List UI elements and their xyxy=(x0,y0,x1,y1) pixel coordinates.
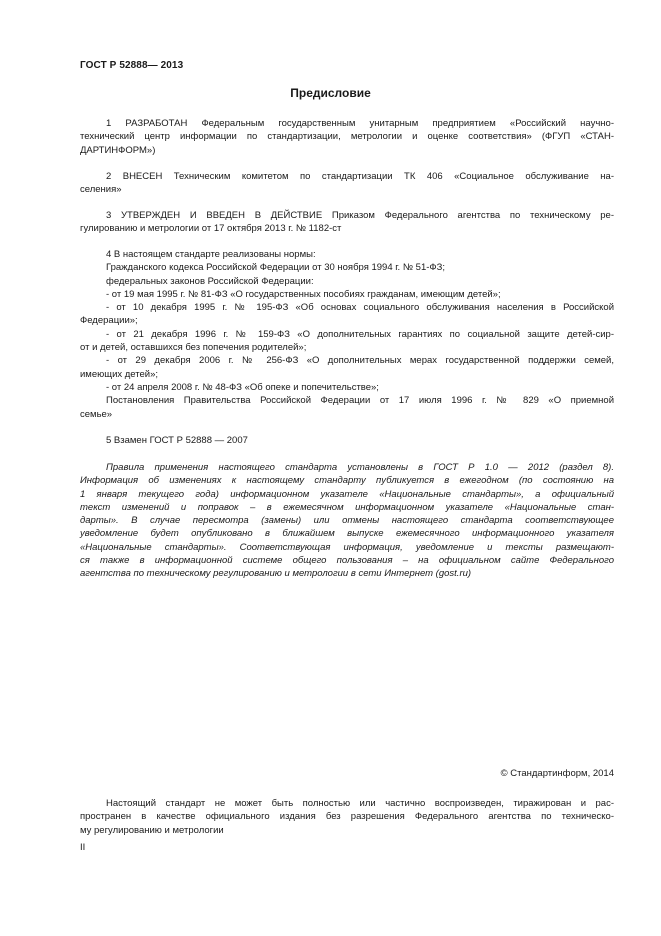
text-line: селения» xyxy=(80,184,122,196)
paragraph-approved xyxy=(80,209,614,236)
copyright: © Стандартинформ, 2014 xyxy=(500,768,614,779)
text-line: - от 10 декабря 1995 г. № 195-ФЗ «Об основах социального обслуживания населения в Российской xyxy=(106,302,614,314)
text-line: уведомление будет опубликовано в ближайшем выпуске ежемесячного информационного указателя xyxy=(80,528,614,540)
text-line: Настоящий стандарт не может быть полностью или частично воспроизведен, тиражирован и рас- xyxy=(106,798,614,809)
text-line: гулированию и метрологии от 17 октября 2013 г. № 1182-ст xyxy=(80,223,342,235)
text-line: от и детей, оставшихся без попечения родителей»; xyxy=(80,342,307,354)
text-line: - от 29 декабря 2006 г. № 256-ФЗ «О дополнительных мерах государственной поддержки семей, xyxy=(106,355,614,367)
text-line: Гражданского кодекса Российской Федерации от 30 ноября 1994 г. № 51-ФЗ; xyxy=(106,262,445,274)
text-line: му регулированию и метрологии xyxy=(80,824,224,836)
text-line: - от 21 декабря 1996 г. № 159-ФЗ «О дополнительных гарантиях по социальной защите детей-сир- xyxy=(106,328,614,340)
text-line: 2 ВНЕСЕН Техническим комитетом по стандартизации ТК 406 «Социальное обслуживание на- xyxy=(106,171,614,182)
text-line: 3 УТВЕРЖДЕН И ВВЕДЕН В ДЕЙСТВИЕ Приказом Федерального агентства по техническому ре- xyxy=(106,210,614,221)
text-line: Федерации»; xyxy=(80,315,138,327)
page-title: Предисловие xyxy=(290,86,371,100)
text-line: дарты». В случае пересмотра (замены) или отмены настоящего стандарта соответствующее xyxy=(80,515,614,527)
text-line: «Национальные стандарты». Соответствующая информация, уведомление и тексты размещают- xyxy=(80,541,614,553)
text-line: текст изменений и поправок – в ежемесячном информационном указателе «Национальные стан- xyxy=(80,501,614,513)
text-line: - от 19 мая 1995 г. № 81-ФЗ «О государственных пособиях гражданам, имеющим детей»; xyxy=(106,288,501,300)
text-line: технический центр информации по стандартизации, метрологии и оценке соответствия» (ФГУП «СТАН- xyxy=(80,131,614,143)
text-line: семье» xyxy=(80,408,113,420)
paragraph-replaces xyxy=(80,434,614,447)
text-line: 4 В настоящем стандарте реализованы нормы: xyxy=(106,249,316,260)
text-line: ся также в информационной системе общего пользования – на официальном сайте Федерального xyxy=(80,555,614,567)
text-line: ДАРТИНФОРМ») xyxy=(80,144,156,156)
text-line: 1 января текущего года) информационном указателе «Национальные стандарты», а официальный xyxy=(80,488,614,500)
reproduction-notice xyxy=(80,797,614,837)
text-line: Правила применения настоящего стандарта установлены в ГОСТ Р 1.0 — 2012 (раздел 8). xyxy=(106,462,614,473)
paragraph-application-notice xyxy=(80,461,614,581)
text-line: Информация об изменениях к настоящему стандарту публикуется в ежегодном (по состоянию на xyxy=(80,475,614,487)
text-line: Постановления Правительства Российской Федерации от 17 июля 1996 г. № 829 «О приемной xyxy=(106,395,614,407)
text-line: агентства по техническому регулированию и метрологии в сети Интернет (gost.ru) xyxy=(80,568,472,580)
paragraph-introduced-by xyxy=(80,170,614,197)
paragraph-developed-by xyxy=(80,117,614,157)
standard-header: ГОСТ Р 52888— 2013 xyxy=(80,60,184,71)
page-number: II xyxy=(80,842,86,853)
paragraph-norms xyxy=(80,248,614,421)
text-line: имеющих детей»; xyxy=(80,368,159,380)
text-line: 5 Взамен ГОСТ Р 52888 — 2007 xyxy=(106,435,248,446)
text-line: федеральных законов Российской Федерации: xyxy=(106,275,314,287)
text-line: 1 РАЗРАБОТАН Федеральным государственным унитарным предприятием «Российский научно- xyxy=(106,118,614,129)
text-line: - от 24 апреля 2008 г. № 48-ФЗ «Об опеке и попечительстве»; xyxy=(106,381,379,393)
text-line: пространен в качестве официального издания без разрешения Федерального агентства по техническо- xyxy=(80,811,614,823)
